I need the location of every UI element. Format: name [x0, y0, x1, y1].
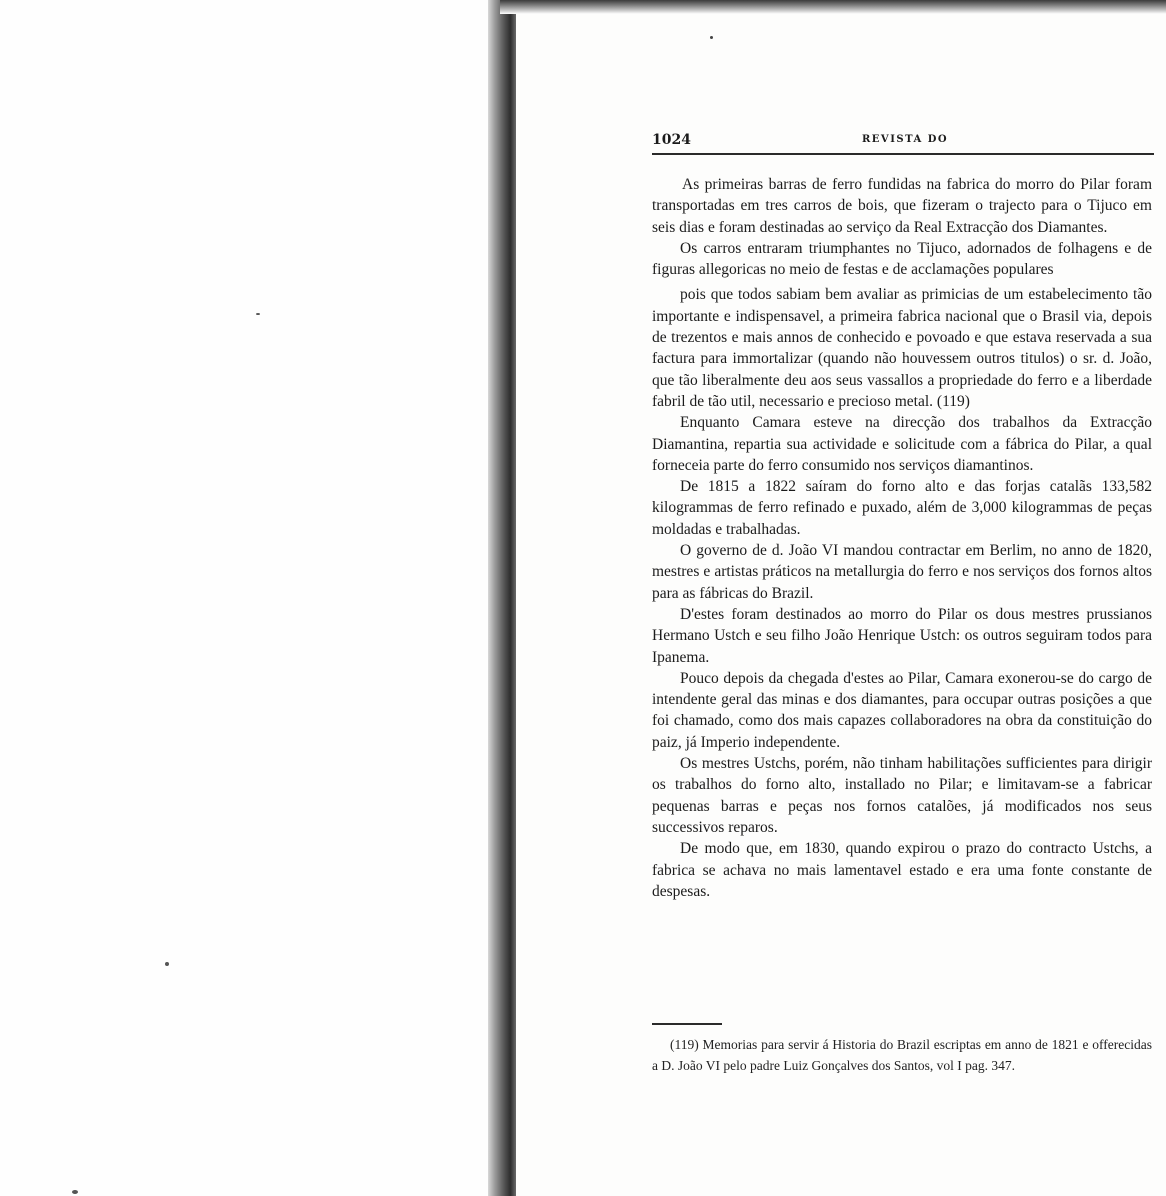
- paragraph: De 1815 a 1822 saíram do forno alto e das forjas catalãs 133,582 kilogrammas de ferro refinado e puxado, além de 3,000 kilogrammas de peças moldadas e trabalhadas.: [652, 478, 1152, 538]
- page-top-shadow: [500, 0, 1166, 14]
- paragraph: D'estes foram destinados ao morro do Pilar os dous mestres prussianos Hermano Ustch e seu filho João Henrique Ustch: os outros seguiram todos para Ipanema.: [652, 605, 1152, 666]
- page-number: 1024: [652, 132, 691, 148]
- page-speck: [165, 962, 169, 966]
- page-header: [652, 132, 1152, 152]
- header-rule: [652, 153, 1154, 155]
- paragraph: Os carros entraram triumphantes no Tijuco, adornados de folhagens e de figuras allegoricas no meio de festas e de acclamações populares: [652, 239, 1152, 279]
- paragraph: De modo que, em 1830, quando expirou o prazo do contracto Ustchs, a fabrica se achava no mais lamentavel estado e era uma fonte constante de despesas.: [652, 840, 1152, 900]
- footnote-text: (119) Memorias para servir á Historia do Brazil escriptas em anno de 1821 e offerecidas a D. João VI pelo padre Luiz Gonçalves dos Santos, vol I pag. 347.: [652, 1037, 1152, 1073]
- printed-page: [516, 14, 1166, 1196]
- footnote-rule: [652, 1023, 722, 1025]
- footnote: [652, 1034, 1152, 1076]
- page-speck: [72, 1190, 78, 1194]
- running-title: REVISTA DO: [862, 134, 949, 145]
- paragraph: O governo de d. João VI mandou contractar em Berlim, no anno de 1820, mestres e artistas práticos na metallurgia do ferro e nos serviços dos fornos altos para as fábricas do Brazil.: [652, 542, 1152, 602]
- paragraph: Enquanto Camara esteve na direcção dos trabalhos da Extracção Diamantina, repartia sua actividade e solicitude com a fábrica do Pilar, a qual forneceia parte do ferro consumido nos serviços diamantinos.: [652, 414, 1152, 474]
- block-quote: pois que todos sabiam bem avaliar as primicias de um estabelecimento tão importante e indispensavel, a primeira fabrica nacional que o Brasil via, depois de trezentos e mais annos de conhecido e povoado e que estava reservada a sua factura para immortalizar (quando não houvessem outros titulos) o sr. d. João, que tão liberalmente deu aos seus vassallos a propriedade do ferro e a liberdade fabril de tão util, necessario e precioso metal. (119): [652, 286, 1152, 410]
- page-speck: [256, 313, 260, 315]
- paragraph: Os mestres Ustchs, porém, não tinham habilitações sufficientes para dirigir os trabalhos do forno alto, installado no Pilar; e limitavam-se a fabricar pequenas barras e peças nos fornos catalões, já modificados nos seus successivos reparos.: [652, 755, 1152, 836]
- paragraph: Pouco depois da chegada d'estes ao Pilar, Camara exonerou-se do cargo de intendente geral das minas e dos diamantes, para occupar outras posições a que foi chamado, como dos mais capazes collaboradores na obra da constituição do paiz, já Imperio independente.: [652, 669, 1152, 751]
- book-gutter: [488, 0, 516, 1196]
- blank-left-page: [0, 0, 488, 1196]
- page-speck: [710, 36, 713, 39]
- paragraph: As primeiras barras de ferro fundidas na fabrica do morro do Pilar foram transportadas em tres carros de bois, que fizeram o trajecto para o Tijuco em seis dias e foram destinadas ao serviço da Real Extracção dos Diamantes.: [652, 176, 1152, 236]
- body-text: [652, 174, 1152, 902]
